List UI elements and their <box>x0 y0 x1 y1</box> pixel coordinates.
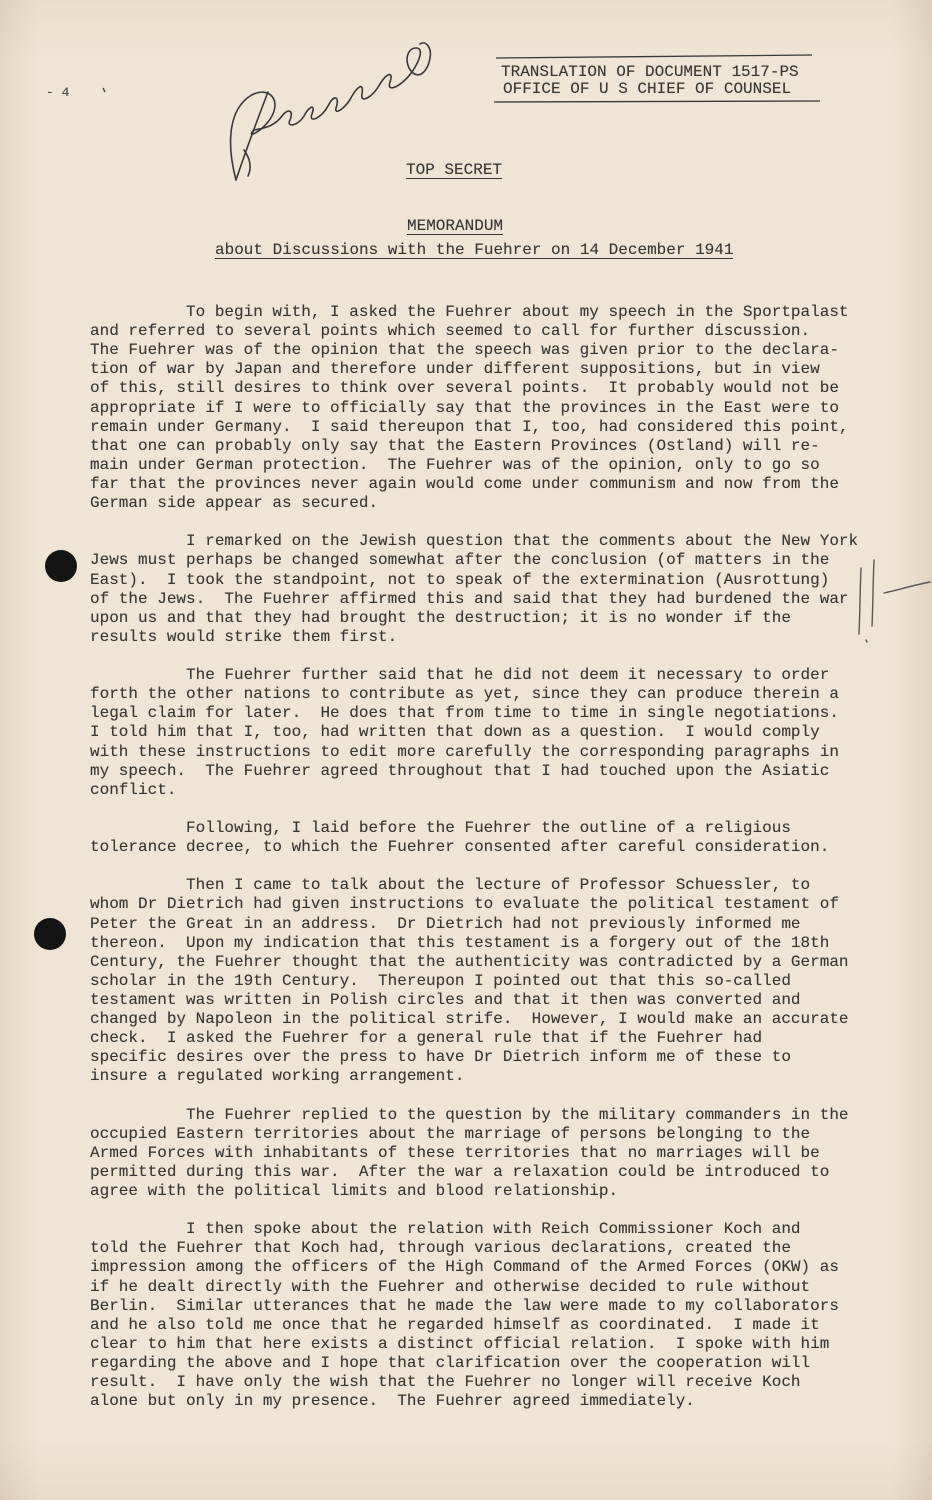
memo-body <box>90 303 910 1411</box>
text-line: remain under Germany. I said thereupon that I, too, had considered this point, <box>90 417 849 436</box>
text-line: legal claim for later. He does that from time to time in single negotiations. <box>90 704 839 723</box>
header-top-rule <box>496 55 812 58</box>
memo-title: MEMORANDUM <box>407 217 504 235</box>
text-line: told the Fuehrer that Koch had, through various declarations, created the <box>90 1239 791 1258</box>
text-line: I told him that I, too, had written that down as a question. I would comply <box>90 723 820 742</box>
text-line: clear to him that here exists a distinct official relation. I spoke with him <box>90 1334 830 1353</box>
text-line: I then spoke about the relation with Reich Commissioner Koch and <box>186 1220 801 1239</box>
text-line: my speech. The Fuehrer agreed throughout that I had touched upon the Asiatic <box>90 761 830 780</box>
text-line: Then I came to talk about the lecture of Professor Schuessler, to <box>186 876 811 895</box>
text-line: Jews must perhaps be changed somewhat after the conclusion (of matters in the <box>90 551 830 570</box>
text-line: and he also told me once that he regarded himself as coordinated. I made it <box>90 1315 820 1334</box>
text-line: of this, still desires to think over several points. It probably would not be <box>90 379 839 398</box>
text-line: upon us and that they had brought the destruction; it is no wonder if the <box>90 608 791 627</box>
text-line: thereon. Upon my indication that this testament is a forgery out of the 18th <box>90 933 830 952</box>
text-line: Berlin. Similar utterances that he made the law were made to my collaborators <box>90 1296 839 1315</box>
translation-line: TRANSLATION OF DOCUMENT 1517-PS <box>501 63 799 81</box>
text-line: Century, the Fuehrer thought that the authenticity was contradicted by a German <box>90 952 849 971</box>
paragraph-3 <box>90 666 910 800</box>
page-mark: - 4 <box>46 85 70 100</box>
text-line: tion of war by Japan and therefore under different suppositions, but in view <box>90 360 820 379</box>
signature <box>231 43 431 180</box>
punch-hole-lower <box>34 918 66 950</box>
text-line: specific desires over the press to have Dr Dietrich inform me of these to <box>90 1048 791 1067</box>
text-line: check. I asked the Fuehrer for a general rule that if the Fuehrer had <box>90 1029 763 1048</box>
classification-label: TOP SECRET <box>406 161 503 179</box>
text-line: appropriate if I were to officially say that the provinces in the East were to <box>90 398 839 417</box>
text-line: occupied Eastern territories about the marriage of persons belonging to the <box>90 1124 811 1143</box>
text-line: conflict. <box>90 780 177 799</box>
paragraph-6 <box>90 1106 910 1202</box>
text-line: results would strike them first. <box>90 627 398 646</box>
text-line: insure a regulated working arrangement. <box>90 1067 465 1086</box>
text-line: Peter the Great in an address. Dr Dietrich had not previously informed me <box>90 914 801 933</box>
text-line: forth the other nations to contribute as yet, since they can produce therein a <box>90 685 839 704</box>
text-line: far that the provinces never again would come under communism and now from the <box>90 474 839 493</box>
paragraph-7 <box>90 1220 910 1411</box>
text-line: with these instructions to edit more carefully the corresponding paragraphs in <box>90 742 839 761</box>
text-line: The Fuehrer further said that he did not deem it necessary to order <box>186 666 830 685</box>
text-line: changed by Napoleon in the political strife. However, I would make an accurate <box>90 1010 849 1029</box>
text-line: East). I took the standpoint, not to speak of the extermination (Ausrottung) <box>90 570 830 589</box>
memo-subtitle: about Discussions with the Fuehrer on 14 December 1941 <box>215 241 734 259</box>
paragraph-2 <box>90 532 910 647</box>
text-line: tolerance decree, to which the Fuehrer consented after careful consideration. <box>90 838 830 857</box>
text-line: The Fuehrer replied to the question by the military commanders in the <box>186 1105 849 1124</box>
text-line: whom Dr Dietrich had given instructions to evaluate the political testament of <box>90 895 839 914</box>
text-line: Armed Forces with inhabitants of these territories that no marriages will be <box>90 1143 820 1162</box>
text-line: testament was written in Polish circles and that it then was converted and <box>90 990 801 1009</box>
header-bottom-rule <box>494 101 820 102</box>
text-line: and referred to several points which seemed to call for further discussion. <box>90 322 811 341</box>
text-line: impression among the officers of the High Command of the Armed Forces (OKW) as <box>90 1258 839 1277</box>
page-mark-tick <box>103 88 105 92</box>
text-line: To begin with, I asked the Fuehrer about my speech in the Sportpalast <box>186 303 849 321</box>
text-line: scholar in the 19th Century. Thereupon I pointed out that this so-called <box>90 971 791 990</box>
text-line: agree with the political limits and blood relationship. <box>90 1182 619 1201</box>
office-line: OFFICE OF U S CHIEF OF COUNSEL <box>503 80 792 98</box>
text-line: German side appear as secured. <box>90 494 379 513</box>
text-line: I remarked on the Jewish question that the comments about the New York <box>186 532 859 551</box>
text-line: if he dealt directly with the Fuehrer and otherwise decided to rule without <box>90 1277 811 1296</box>
paragraph-5 <box>90 876 910 1086</box>
paragraph-1 <box>90 303 910 513</box>
paragraph-4 <box>90 819 910 857</box>
text-line: of the Jews. The Fuehrer affirmed this and said that they had burdened the war <box>90 589 849 608</box>
punch-hole-upper <box>45 550 77 582</box>
text-line: that one can probably only say that the Eastern Provinces (Ostland) will re- <box>90 436 820 455</box>
text-line: permitted during this war. After the war a relaxation could be introduced to <box>90 1162 830 1181</box>
text-line: The Fuehrer was of the opinion that the speech was given prior to the declara- <box>90 341 839 360</box>
text-line: regarding the above and I hope that clarification over the cooperation will <box>90 1354 811 1373</box>
text-line: result. I have only the wish that the Fuehrer no longer will receive Koch <box>90 1373 801 1392</box>
text-line: alone but only in my presence. The Fuehrer agreed immediately. <box>90 1392 695 1411</box>
text-line: main under German protection. The Fuehrer was of the opinion, only to go so <box>90 455 820 474</box>
text-line: Following, I laid before the Fuehrer the outline of a religious <box>186 818 791 837</box>
